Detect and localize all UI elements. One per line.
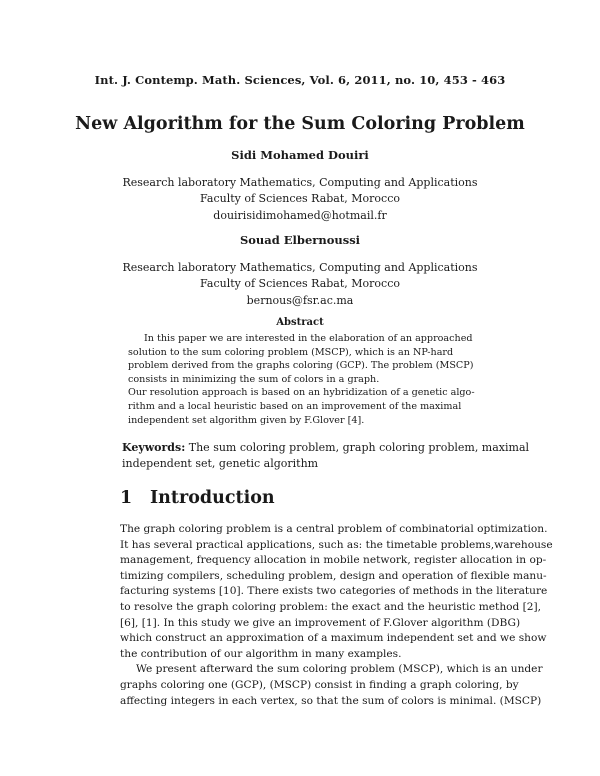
- body-line: [6], [1]. In this study we give an improvement of F.Glover algorithm (DBG): [120, 616, 521, 629]
- abstract-heading: Abstract: [276, 317, 324, 328]
- institution-line: Faculty of Sciences Rabat, Morocco: [200, 192, 400, 206]
- abstract-line: independent set algorithm given by F.Glover [4].: [128, 414, 365, 426]
- abstract-line: consists in minimizing the sum of colors in a graph.: [128, 373, 380, 385]
- keywords-line: [122, 440, 530, 456]
- author-email: bernous@fsr.ac.ma: [246, 293, 354, 307]
- affiliation-line: Research laboratory Mathematics, Computing and Applications: [122, 261, 478, 274]
- body-line: It has several practical applications, such as: the timetable problems,warehouse: [120, 538, 553, 551]
- abstract-line: problem derived from the graphs coloring (GCP). The problem (MSCP): [128, 360, 474, 372]
- keywords-label: Keywords:: [122, 441, 186, 454]
- author-affiliation-1: [0, 175, 600, 224]
- section-heading: [120, 488, 275, 508]
- abstract-line: Our resolution approach is based on an hybridization of a genetic algo-: [128, 387, 475, 399]
- abstract-body: [128, 332, 474, 427]
- abstract-line: solution to the sum coloring problem (MSCP), which is an NP-hard: [128, 346, 454, 358]
- journal-header: Int. J. Contemp. Math. Sciences, Vol. 6, 2011, no. 10, 453 - 463: [94, 73, 506, 87]
- abstract-line: In this paper we are interested in the elaboration of an approached: [144, 333, 473, 344]
- author-name-1: Sidi Mohamed Douiri: [231, 148, 369, 162]
- body-line: facturing systems [10]. There exists two categories of methods in the literature: [120, 585, 548, 598]
- author-email: douirisidimohamed@hotmail.fr: [213, 208, 387, 222]
- section-title: Introduction: [150, 488, 275, 508]
- author-affiliation-2: [0, 260, 600, 309]
- body-line: affecting integers in each vertex, so that the sum of colors is minimal. (MSCP): [120, 694, 542, 707]
- keywords-text: The sum coloring problem, graph coloring problem, maximal: [188, 441, 530, 454]
- body-line: which construct an approximation of a maximum independent set and we show: [120, 632, 547, 645]
- section-number: 1: [120, 488, 133, 508]
- body-line: graphs coloring one (GCP), (MSCP) consist in finding a graph coloring, by: [120, 678, 519, 691]
- author-name-2: Souad Elbernoussi: [239, 233, 361, 247]
- paper-title: New Algorithm for the Sum Coloring Problem: [75, 114, 525, 134]
- keywords: [122, 440, 530, 472]
- institution-line: Faculty of Sciences Rabat, Morocco: [200, 277, 400, 291]
- affiliation-line: Research laboratory Mathematics, Computing and Applications: [122, 176, 478, 189]
- body-line: The graph coloring problem is a central problem of combinatorial optimization.: [120, 523, 548, 535]
- body-line: the contribution of our algorithm in many examples.: [120, 647, 402, 660]
- keywords-line: independent set, genetic algorithm: [122, 457, 319, 470]
- body-line: to resolve the graph coloring problem: the exact and the heuristic method [2],: [120, 600, 542, 613]
- body-line: timizing compilers, scheduling problem, design and operation of flexible manu-: [120, 569, 547, 582]
- body-text: [120, 522, 553, 709]
- body-line: We present afterward the sum coloring problem (MSCP), which is an under: [136, 663, 543, 676]
- abstract-line: rithm and a local heuristic based on an improvement of the maximal: [128, 400, 462, 412]
- body-line: management, frequency allocation in mobile network, register allocation in op-: [120, 554, 547, 567]
